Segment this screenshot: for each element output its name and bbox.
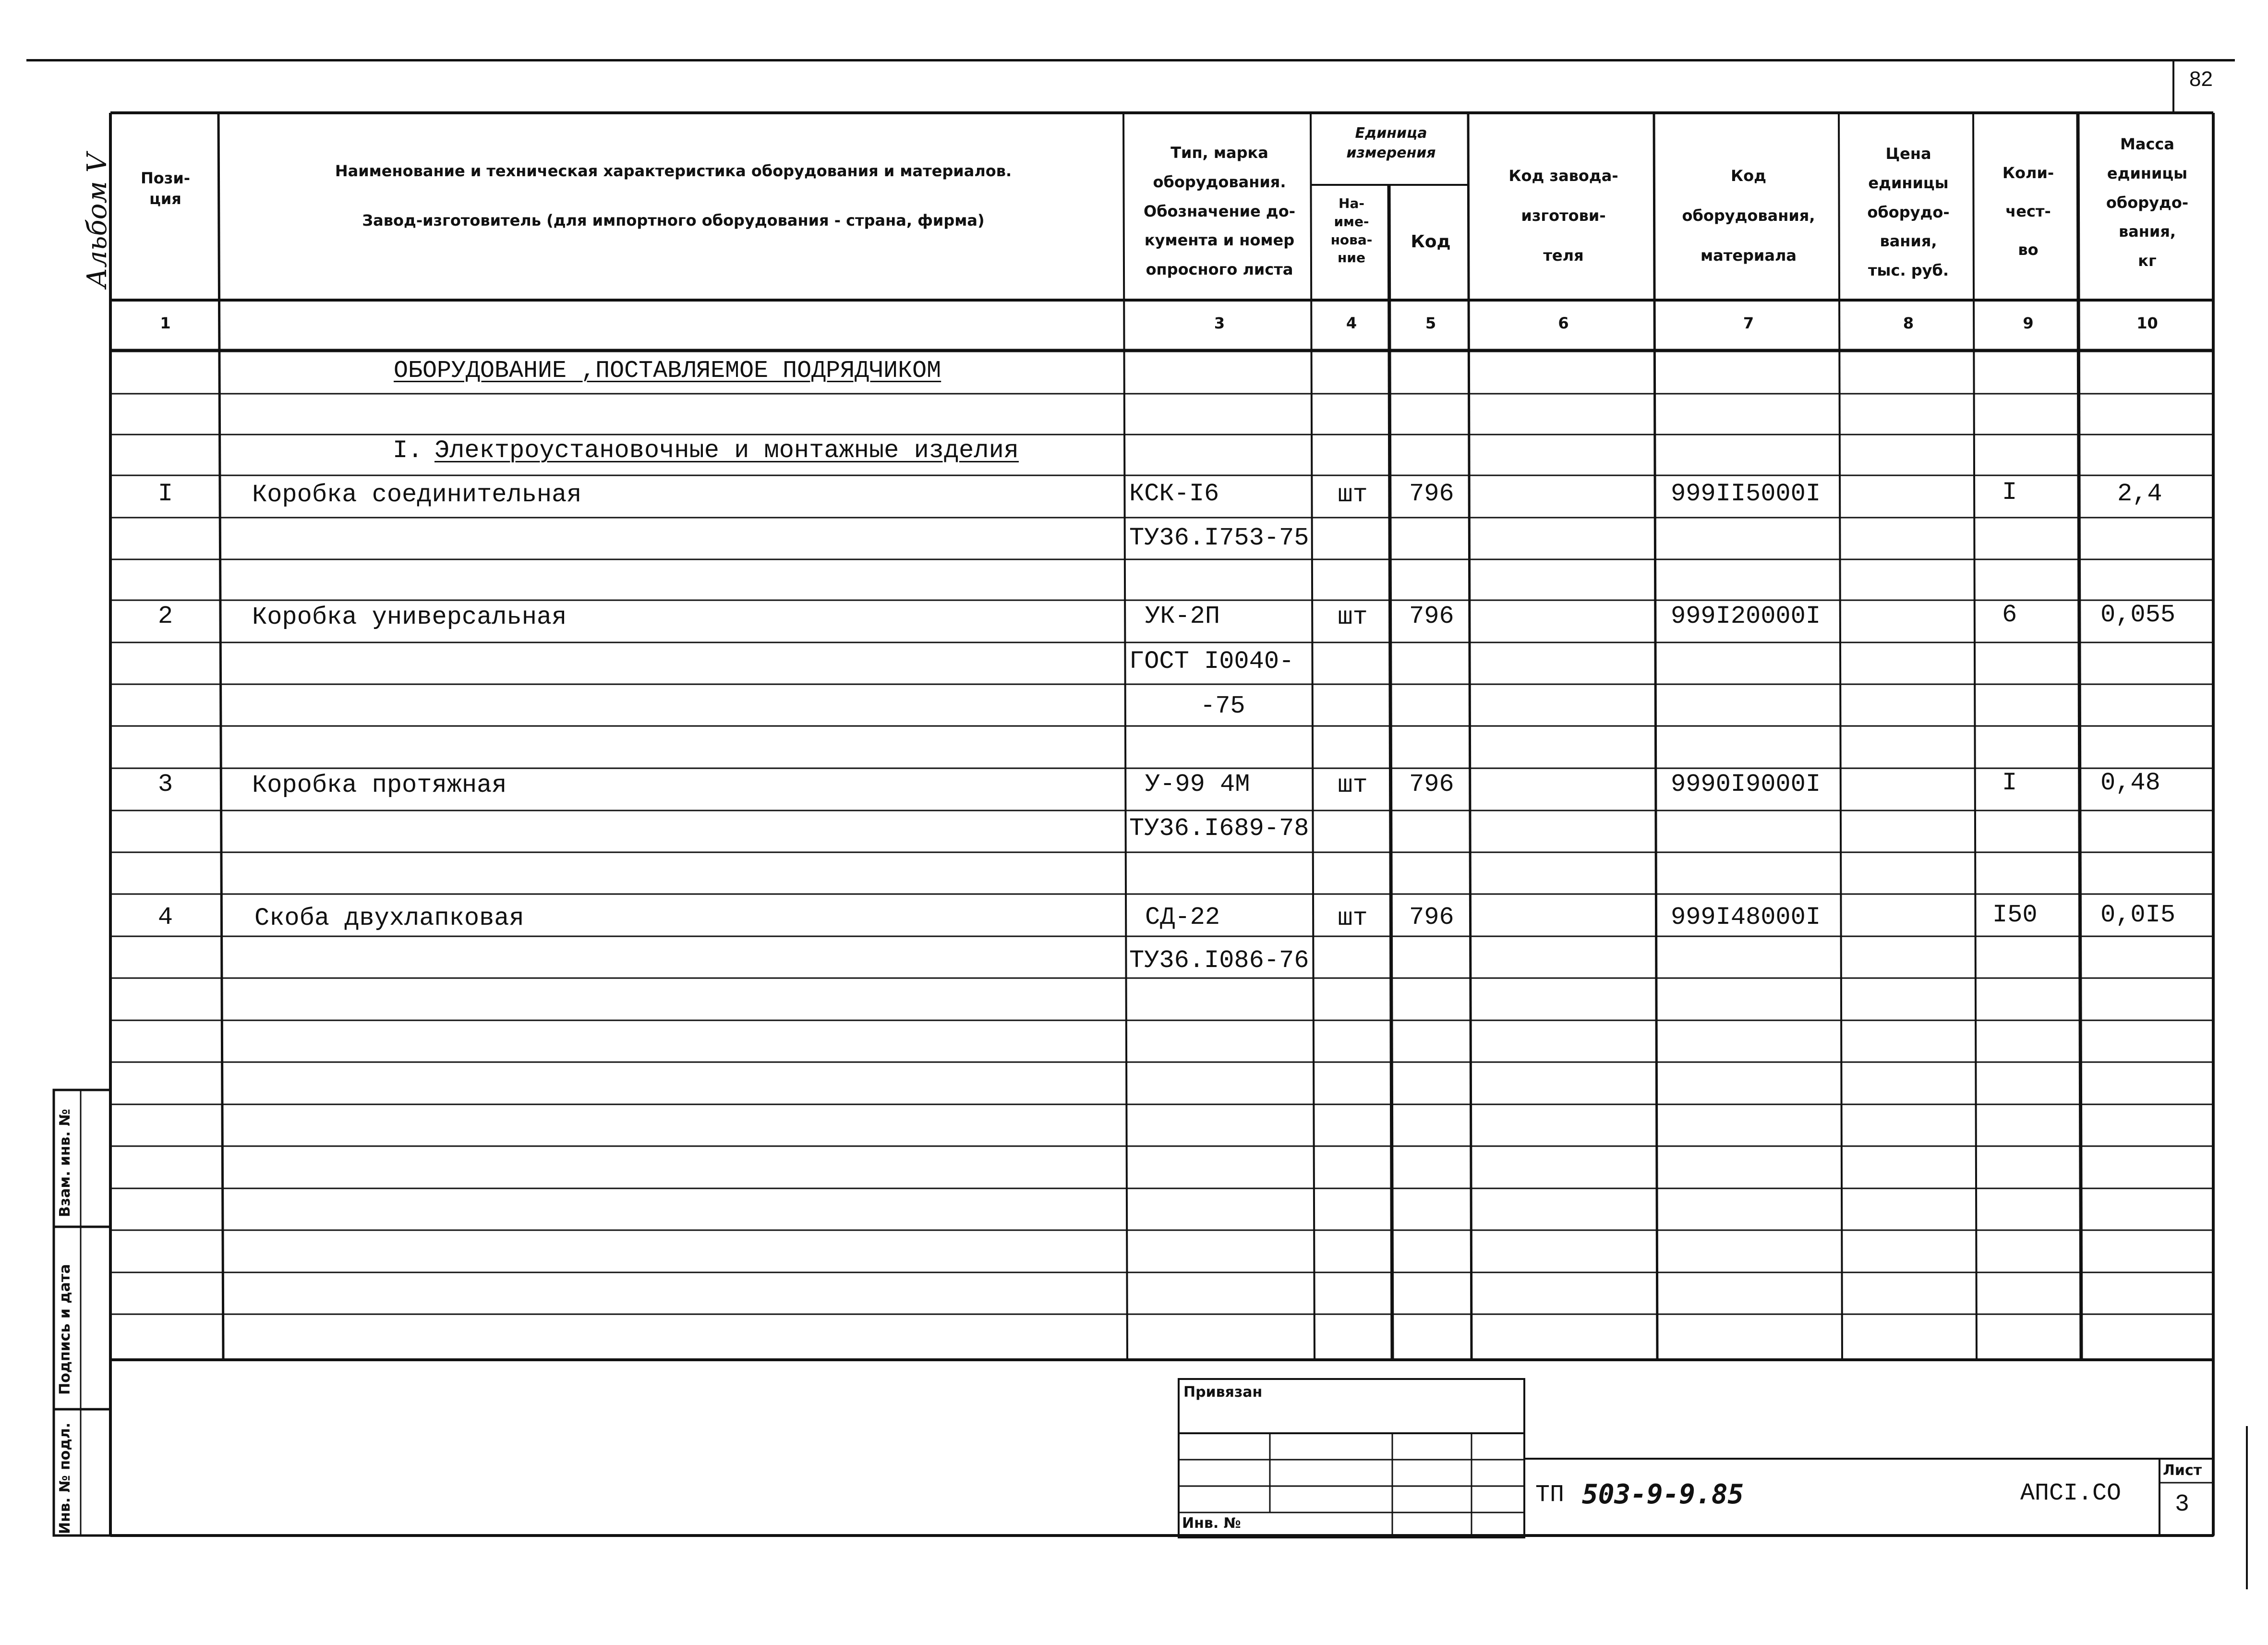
col-number-9: 9 <box>2023 314 2034 332</box>
col-number-5: 5 <box>1425 314 1436 332</box>
item-unit: шт <box>1338 603 1368 631</box>
col-number-3: 3 <box>1214 314 1225 332</box>
item-mass: 0,055 <box>2100 601 2176 629</box>
header-name-line1: Наименование и техническая характеристика оборудования и материалов. <box>335 162 1012 180</box>
item-mass: 2,4 <box>2117 480 2162 508</box>
item-doc: ГОСТ I0040- <box>1129 647 1294 676</box>
item-unit-code: 796 <box>1409 602 1454 630</box>
album-label: Альбом V <box>82 153 113 288</box>
item-name: Коробка универсальная <box>252 603 567 631</box>
header-unit-code: Код <box>1411 232 1451 252</box>
header-name-line2: Завод-изготовитель (для импортного оборудования - страна, фирма) <box>362 211 985 230</box>
col-number-6: 6 <box>1558 314 1569 332</box>
item-position: I <box>157 480 173 508</box>
col-number-8: 8 <box>1903 314 1914 332</box>
item-quantity: 6 <box>2002 601 2017 629</box>
item-position: 3 <box>157 770 173 798</box>
side-inv-original: Инв. № подл. <box>57 1422 73 1534</box>
header-price: Цена единицы оборудо- вания, тыс. руб. <box>1867 145 1950 280</box>
item-mass: 0,48 <box>2100 769 2160 797</box>
item-equipment-code: 9990I9000I <box>1671 770 1821 798</box>
item-type: СД-22 <box>1145 903 1220 931</box>
item-type: КСК-I6 <box>1129 480 1219 508</box>
item-quantity: I50 <box>1992 901 2038 929</box>
header-unit-name: На- име- нова- ние <box>1330 195 1373 266</box>
item-unit: шт <box>1338 904 1368 932</box>
item-position: 4 <box>157 903 173 931</box>
item-unit-code: 796 <box>1409 903 1454 931</box>
sheet-value: 3 <box>2175 1491 2190 1518</box>
section-title: ОБОРУДОВАНИЕ ,ПОСТАВЛЯЕМОЕ ПОДРЯДЧИКОМ <box>394 357 941 385</box>
subsection-number: I. <box>393 436 423 465</box>
item-doc: ТУ36.I086-76 <box>1129 946 1309 975</box>
item-name: Коробка протяжная <box>252 771 507 799</box>
header-unit-group: Единица измерения <box>1346 125 1436 161</box>
item-equipment-code: 999II5000I <box>1671 480 1821 508</box>
header-position: Пози- ция <box>140 169 191 208</box>
sheet-number: 82 <box>2189 67 2213 91</box>
item-name: Скоба двухлапковая <box>254 904 524 932</box>
item-mass: 0,0I5 <box>2100 901 2176 929</box>
item-quantity: I <box>2002 769 2017 797</box>
col-number-1: 1 <box>160 314 171 332</box>
doc-prefix: ТП <box>1535 1481 1565 1509</box>
item-doc: ТУ36.I689-78 <box>1129 814 1309 843</box>
item-equipment-code: 999I48000I <box>1671 903 1821 931</box>
item-doc: ТУ36.I753-75 <box>1129 524 1309 552</box>
col-number-10: 10 <box>2136 314 2158 332</box>
col-number-7: 7 <box>1743 314 1754 332</box>
item-type: УК-2П <box>1145 602 1220 630</box>
item-unit: шт <box>1338 481 1368 509</box>
header-manufacturer-code: Код завода- изготови- теля <box>1508 167 1618 265</box>
item-doc-cont: -75 <box>1200 692 1245 720</box>
inv-label: Инв. № <box>1182 1515 1241 1532</box>
header-type: Тип, марка оборудования. Обозначение до- кумента и номер опросного листа <box>1144 144 1295 279</box>
doc-code: АПСI.СО <box>2020 1480 2122 1507</box>
item-unit-code: 796 <box>1409 770 1454 798</box>
header-mass: Масса единицы оборудо- вания, кг <box>2106 135 2189 270</box>
header-quantity: Коли- чест- во <box>2002 164 2054 259</box>
sheet-label: Лист <box>2163 1462 2202 1479</box>
bound-label: Привязан <box>1183 1384 1263 1401</box>
item-unit: шт <box>1338 771 1368 799</box>
item-unit-code: 796 <box>1409 480 1454 508</box>
subsection-title: Электроустановочные и монтажные изделия <box>434 436 1019 465</box>
col-number-4: 4 <box>1346 314 1357 332</box>
side-sign-date: Подпись и дата <box>57 1264 73 1395</box>
item-type: У-99 4М <box>1145 770 1250 798</box>
item-equipment-code: 999I20000I <box>1671 602 1821 630</box>
item-quantity: I <box>2002 478 2017 507</box>
item-name: Коробка соединительная <box>252 481 582 509</box>
item-position: 2 <box>157 602 173 630</box>
doc-number: 503-9-9.85 <box>1582 1479 1744 1510</box>
header-equipment-code: Код оборудования, материала <box>1682 167 1815 265</box>
side-replaced-inv: Взам. инв. № <box>57 1109 73 1217</box>
